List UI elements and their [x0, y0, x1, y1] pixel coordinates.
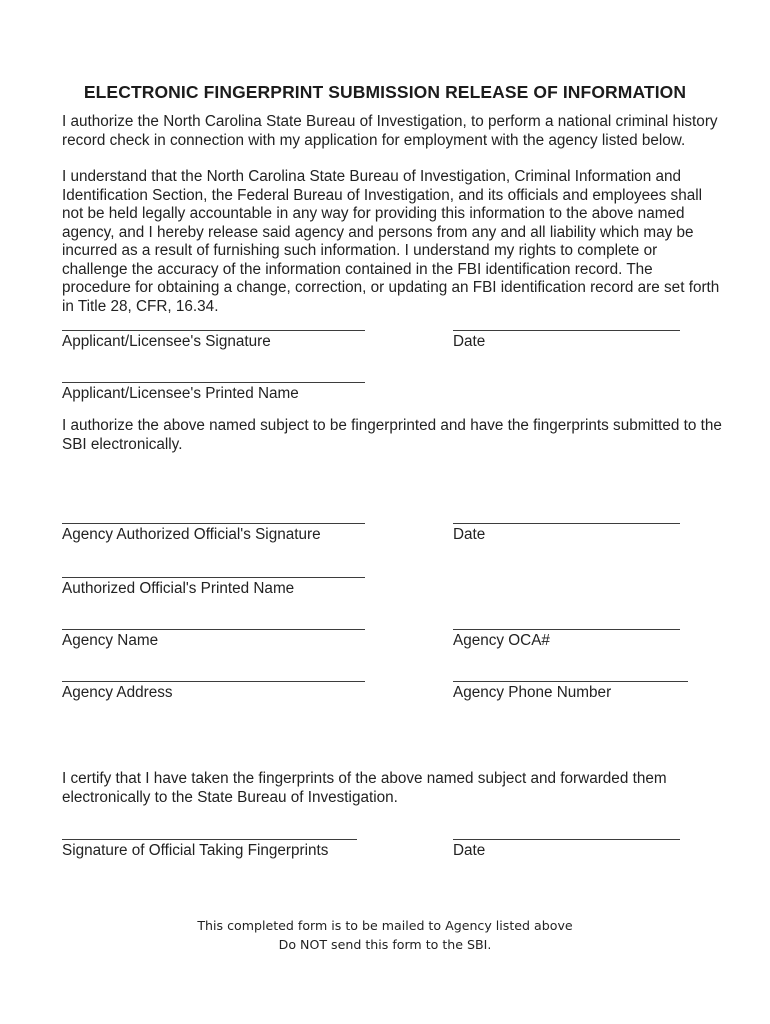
- official-signature-field[interactable]: [62, 523, 365, 543]
- official-printed-name-label: Authorized Official's Printed Name: [62, 580, 295, 597]
- agency-phone-label: Agency Phone Number: [453, 684, 612, 701]
- taking-official-date-label: Date: [453, 842, 486, 859]
- applicant-printed-name-label: Applicant/Licensee's Printed Name: [62, 385, 299, 402]
- applicant-signature-label: Applicant/Licensee's Signature: [62, 333, 271, 350]
- applicant-signature-field[interactable]: [62, 330, 365, 350]
- agency-address-field[interactable]: [62, 681, 365, 701]
- taking-official-date-field[interactable]: [453, 839, 680, 859]
- official-signature-date-label: Date: [453, 526, 486, 543]
- taking-official-signature-field[interactable]: [62, 839, 357, 859]
- agency-oca-field[interactable]: [453, 629, 680, 649]
- official-signature-date-field[interactable]: [453, 523, 680, 543]
- paragraph-certify-taken: I certify that I have taken the fingerprints of the above named subject and forwarded them electronically to the State Bureau of Investigation.: [62, 770, 667, 806]
- agency-phone-field[interactable]: [453, 681, 688, 701]
- agency-name-label: Agency Name: [62, 632, 159, 649]
- mailing-instructions-line1: This completed form is to be mailed to Agency listed above: [197, 918, 573, 933]
- paragraph-authorize-fingerprint: I authorize the above named subject to be fingerprinted and have the fingerprints submitted to the SBI electronically.: [62, 417, 722, 453]
- applicant-signature-date-field[interactable]: [453, 330, 680, 350]
- form-title: ELECTRONIC FINGERPRINT SUBMISSION RELEASE OF INFORMATION: [83, 82, 687, 102]
- agency-oca-label: Agency OCA#: [453, 632, 550, 649]
- taking-official-signature-label: Signature of Official Taking Fingerprints: [62, 842, 329, 859]
- official-signature-label: Agency Authorized Official's Signature: [62, 526, 321, 543]
- agency-address-label: Agency Address: [62, 684, 173, 701]
- applicant-printed-name-field[interactable]: [62, 382, 365, 402]
- paragraph-authorize-check: I authorize the North Carolina State Bureau of Investigation, to perform a national criminal history record check in connection with my application for employment with the agency listed below.: [62, 113, 718, 149]
- official-printed-name-field[interactable]: [62, 577, 365, 597]
- mailing-instructions: [0, 917, 770, 954]
- agency-name-field[interactable]: [62, 629, 365, 649]
- paragraph-understand-release: I understand that the North Carolina State Bureau of Investigation, Criminal Information and Identification Section, the Federal Bureau of Investigation, and its officials and employees shall not be held legally accountable in any way for providing this information to the above named agency, and I hereby release said agency and persons from any and all liability which may be incurred as a result of furnishing such information. I understand my rights to complete or challenge the accuracy of the information contained in the FBI identification record. The procedure for obtaining a change, correction, or updating an FBI identification record are set forth in Title 28, CFR, 16.34.: [62, 168, 720, 315]
- applicant-signature-date-label: Date: [453, 333, 486, 350]
- mailing-instructions-line2: Do NOT send this form to the SBI.: [278, 936, 492, 952]
